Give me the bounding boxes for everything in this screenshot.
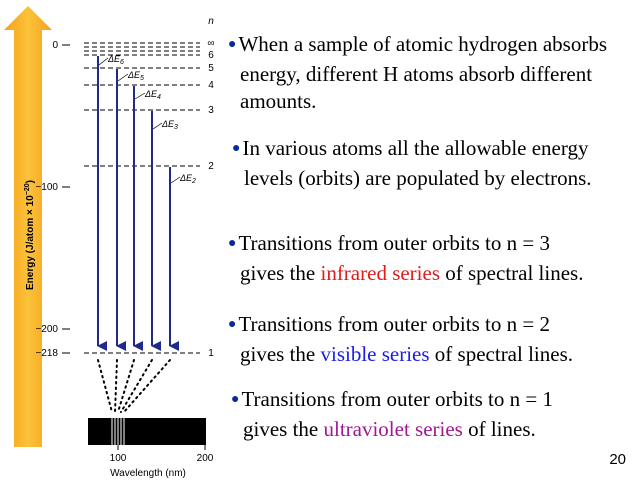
n-level-6: 6: [208, 50, 214, 61]
bullet-dot: ●: [228, 236, 237, 251]
bullet-populated-levels: [232, 135, 592, 192]
bullet-ultraviolet-series: [231, 386, 553, 443]
n-level-3: 3: [208, 105, 214, 116]
tick-0: 0: [52, 40, 58, 51]
tick-minus-100: −100: [35, 182, 58, 193]
n-header: n: [208, 16, 214, 27]
bullet-text: gives the: [240, 342, 321, 366]
page-number: 20: [609, 451, 626, 468]
infrared-series-highlight: infrared series: [320, 261, 441, 285]
bullet-infrared-series: [228, 230, 583, 287]
x-tick-200: 200: [196, 453, 214, 464]
bullet-text: of spectral lines.: [429, 342, 573, 366]
spectral-projection-lines: [98, 360, 170, 412]
bullet-text: of lines.: [462, 417, 536, 441]
bullet-text: Transitions from outer orbits to n = 2: [238, 312, 550, 336]
x-tick-100: 100: [109, 453, 127, 464]
energy-levels: [84, 43, 200, 353]
label-delta-e5: $\Delta E_5$: [128, 70, 144, 82]
bullet-text: In various atoms all the allowable energy: [242, 136, 589, 160]
n-labels: [207, 16, 214, 359]
label-delta-e4: $\Delta E_4$: [145, 89, 161, 101]
bullet-text: Transitions from outer orbits to n = 1: [241, 387, 553, 411]
ultraviolet-series-highlight: ultraviolet series: [323, 417, 463, 441]
n-level-4: 4: [208, 80, 214, 91]
bullet-absorption: [228, 31, 607, 115]
bullet-dot: ●: [228, 37, 237, 52]
bullet-text: amounts.: [240, 89, 317, 113]
bullet-text: gives the: [243, 417, 324, 441]
tick-minus-200: −200: [35, 324, 58, 335]
bullet-text: gives the: [240, 261, 321, 285]
n-level-1: 1: [208, 348, 214, 359]
wavelength-axis: [110, 445, 214, 479]
n-level-5: 5: [208, 63, 214, 74]
bullet-text: energy, different H atoms absorb different: [240, 62, 593, 86]
tick-minus-218: −218: [35, 348, 58, 359]
visible-series-highlight: visible series: [320, 342, 430, 366]
delta-e-labels: [99, 54, 196, 185]
hydrogen-energy-level-diagram: [0, 0, 225, 481]
bullet-text: of spectral lines.: [440, 261, 584, 285]
label-delta-e3: $\Delta E_3$: [162, 119, 178, 131]
n-level-2: 2: [208, 161, 214, 172]
bullet-dot: ●: [232, 141, 241, 156]
n-level-infinity: ∞: [207, 38, 215, 49]
label-delta-e6: $\Delta E_6$: [108, 54, 124, 66]
bullet-text: levels (orbits) are populated by electrons.: [244, 166, 592, 190]
bullet-visible-series: [228, 311, 573, 368]
bullet-dot: ●: [231, 392, 240, 407]
bullet-text: When a sample of atomic hydrogen absorbs: [238, 32, 608, 56]
bullet-dot: ●: [228, 317, 237, 332]
label-delta-e2: $\Delta E_2$: [180, 173, 196, 185]
bullet-text: Transitions from outer orbits to n = 3: [238, 231, 550, 255]
y-axis-label: Energy (J/atom × $10^{-20}$): [24, 180, 36, 290]
x-axis-label: Wavelength (nm): [110, 468, 186, 479]
emission-spectrum: [88, 418, 206, 445]
